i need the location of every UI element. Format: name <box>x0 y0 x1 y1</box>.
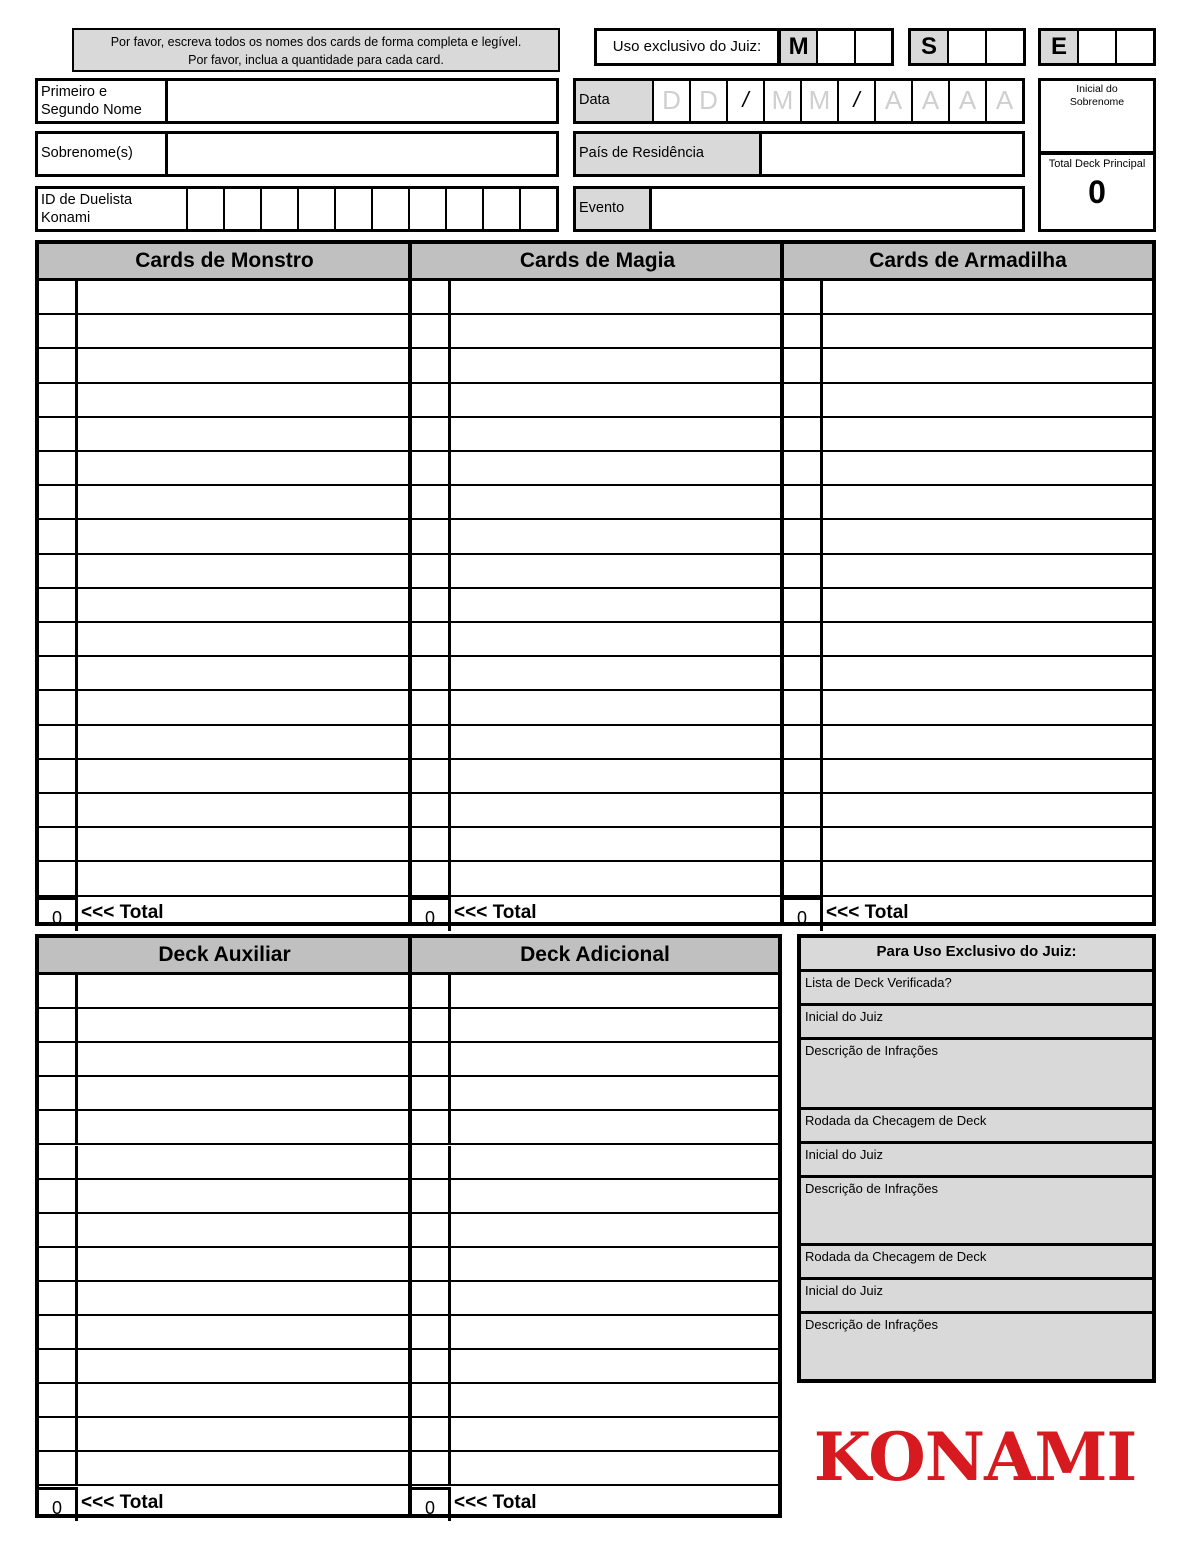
quantity-cell[interactable] <box>412 1214 451 1246</box>
card-entry-row[interactable] <box>39 1248 410 1282</box>
side-extra-table <box>35 934 782 1518</box>
total-label: <<< Total <box>826 901 909 923</box>
card-entry-row[interactable] <box>39 1282 410 1316</box>
card-entry-row[interactable] <box>39 486 410 520</box>
quantity-cell[interactable] <box>784 691 823 723</box>
quantity-cell[interactable] <box>784 315 823 347</box>
card-entry-row[interactable] <box>39 657 410 691</box>
card-entry-row[interactable] <box>412 1350 778 1384</box>
card-entry-row[interactable] <box>784 760 1152 794</box>
card-entry-row[interactable] <box>39 691 410 725</box>
total-value: 0 <box>412 1487 451 1521</box>
quantity-cell[interactable] <box>784 657 823 689</box>
infractions-label: Descrição de Infrações <box>805 1181 938 1196</box>
quantity-cell[interactable] <box>412 520 451 552</box>
quantity-cell[interactable] <box>412 828 451 860</box>
date-char: D <box>689 81 726 121</box>
card-entry-row[interactable] <box>39 281 410 315</box>
total-row <box>39 1487 410 1521</box>
card-entry-row[interactable] <box>39 862 410 896</box>
judge-box-s[interactable] <box>908 28 1026 66</box>
quantity-cell[interactable] <box>39 1111 78 1143</box>
date-char: A <box>948 81 985 121</box>
duelist-id-label-1: ID de Duelista <box>41 192 133 208</box>
deck-verified-field[interactable] <box>801 972 1152 1006</box>
quantity-cell[interactable] <box>784 623 823 655</box>
quantity-cell[interactable] <box>784 486 823 518</box>
card-entry-row[interactable] <box>412 794 783 828</box>
spell-section <box>412 244 783 928</box>
main-deck-total-box <box>1038 152 1156 232</box>
konami-logo-text: KONAMI <box>813 1418 1137 1496</box>
date-char: M <box>763 81 800 121</box>
judge-box-e[interactable] <box>1038 28 1156 66</box>
quantity-cell[interactable] <box>39 589 78 621</box>
quantity-cell[interactable] <box>39 657 78 689</box>
column-divider <box>408 938 412 1514</box>
judge-letter-m: M <box>781 31 816 63</box>
quantity-cell[interactable] <box>39 862 78 894</box>
column-divider <box>780 244 784 922</box>
id-digit[interactable] <box>445 189 482 229</box>
quantity-cell[interactable] <box>412 1077 451 1109</box>
infractions-label: Descrição de Infrações <box>805 1043 938 1058</box>
total-row <box>412 897 783 931</box>
quantity-cell[interactable] <box>412 1111 451 1143</box>
quantity-cell[interactable] <box>39 691 78 723</box>
quantity-cell[interactable] <box>412 384 451 416</box>
card-entry-row[interactable] <box>784 349 1152 383</box>
total-label: <<< Total <box>81 901 164 923</box>
judge-initial-label: Inicial do Juiz <box>805 1147 884 1162</box>
quantity-cell[interactable] <box>39 1146 78 1178</box>
date-slash: / <box>837 81 874 121</box>
card-entry-row[interactable] <box>412 1248 778 1282</box>
id-digit[interactable] <box>371 189 408 229</box>
quantity-cell[interactable] <box>784 418 823 450</box>
card-entry-row[interactable] <box>412 1316 778 1350</box>
deck-check-round-label: Rodada da Checagem de Deck <box>805 1249 987 1264</box>
quantity-cell[interactable] <box>412 862 451 894</box>
card-entry-row[interactable] <box>412 486 783 520</box>
card-entry-row[interactable] <box>39 520 410 554</box>
quantity-cell[interactable] <box>412 486 451 518</box>
konami-logo <box>800 1412 1150 1502</box>
quantity-cell[interactable] <box>784 452 823 484</box>
quantity-cell[interactable] <box>412 1248 451 1280</box>
card-entry-row[interactable] <box>39 1316 410 1350</box>
card-entry-row[interactable] <box>412 384 783 418</box>
quantity-cell[interactable] <box>39 281 78 313</box>
quantity-cell[interactable] <box>412 589 451 621</box>
total-label: <<< Total <box>454 901 537 923</box>
date-char: M <box>800 81 837 121</box>
trap-section <box>784 244 1152 928</box>
judge-letter-e: E <box>1041 31 1077 63</box>
card-entry-row[interactable] <box>784 657 1152 691</box>
quantity-cell[interactable] <box>412 315 451 347</box>
quantity-cell[interactable] <box>784 281 823 313</box>
quantity-cell[interactable] <box>412 1043 451 1075</box>
card-entry-row[interactable] <box>412 349 783 383</box>
card-entry-row[interactable] <box>412 520 783 554</box>
card-entry-row[interactable] <box>39 452 410 486</box>
quantity-cell[interactable] <box>39 760 78 792</box>
quantity-cell[interactable] <box>39 828 78 860</box>
total-row <box>784 897 1152 931</box>
card-entry-row[interactable] <box>39 349 410 383</box>
quantity-cell[interactable] <box>412 691 451 723</box>
country-label: País de Residência <box>579 145 704 161</box>
quantity-cell[interactable] <box>39 520 78 552</box>
judge-initial-label: Inicial do Juiz <box>805 1283 884 1298</box>
card-entry-row[interactable] <box>412 1146 778 1180</box>
card-entry-row[interactable] <box>39 760 410 794</box>
card-entry-row[interactable] <box>412 1043 778 1077</box>
quantity-cell[interactable] <box>39 1077 78 1109</box>
card-entry-row[interactable] <box>39 418 410 452</box>
card-entry-row[interactable] <box>39 384 410 418</box>
card-entry-row[interactable] <box>39 828 410 862</box>
card-entry-row[interactable] <box>412 1452 778 1486</box>
judge-initial-field-1[interactable] <box>801 1006 1152 1040</box>
id-digit[interactable] <box>260 189 297 229</box>
extra-deck-title: Deck Adicional <box>412 938 778 975</box>
total-label: <<< Total <box>81 1491 164 1513</box>
total-value: 0 <box>39 1487 78 1521</box>
quantity-cell[interactable] <box>39 1316 78 1348</box>
judge-initial-field-3[interactable] <box>801 1280 1152 1314</box>
card-entry-row[interactable] <box>784 486 1152 520</box>
quantity-cell[interactable] <box>784 794 823 826</box>
quantity-cell[interactable] <box>784 349 823 381</box>
card-entry-row[interactable] <box>412 555 783 589</box>
quantity-cell[interactable] <box>412 1282 451 1314</box>
card-entry-row[interactable] <box>412 862 783 896</box>
quantity-cell[interactable] <box>39 1248 78 1280</box>
quantity-cell[interactable] <box>412 349 451 381</box>
card-entry-row[interactable] <box>784 862 1152 896</box>
surname-initial-label-1: Inicial do <box>1076 83 1118 95</box>
quantity-cell[interactable] <box>784 589 823 621</box>
card-entry-row[interactable] <box>39 726 410 760</box>
deck-check-round-field-2[interactable] <box>801 1246 1152 1280</box>
infractions-field-3[interactable] <box>801 1314 1152 1379</box>
card-entry-row[interactable] <box>39 623 410 657</box>
quantity-cell[interactable] <box>784 726 823 758</box>
total-value: 0 <box>39 897 78 931</box>
judge-initial-label: Inicial do Juiz <box>805 1009 884 1024</box>
first-name-label-2: Segundo Nome <box>41 102 142 118</box>
card-entry-row[interactable] <box>412 623 783 657</box>
quantity-cell[interactable] <box>412 1009 451 1041</box>
card-entry-row[interactable] <box>412 1077 778 1111</box>
surname-initial-label-2: Sobrenome <box>1069 96 1125 108</box>
judge-use-label-box <box>594 28 780 66</box>
card-entry-row[interactable] <box>39 1077 410 1111</box>
card-entry-row[interactable] <box>412 281 783 315</box>
infractions-label: Descrição de Infrações <box>805 1317 938 1332</box>
card-entry-row[interactable] <box>39 1009 410 1043</box>
id-digit[interactable] <box>334 189 371 229</box>
judge-initial-field-2[interactable] <box>801 1144 1152 1178</box>
quantity-cell[interactable] <box>39 418 78 450</box>
quantity-cell[interactable] <box>784 862 823 894</box>
quantity-cell[interactable] <box>39 555 78 587</box>
card-entry-row[interactable] <box>784 589 1152 623</box>
card-entry-row[interactable] <box>412 975 778 1009</box>
quantity-cell[interactable] <box>412 1384 451 1416</box>
quantity-cell[interactable] <box>412 418 451 450</box>
quantity-cell[interactable] <box>412 794 451 826</box>
card-entry-row[interactable] <box>39 1452 410 1486</box>
card-entry-row[interactable] <box>412 691 783 725</box>
card-entry-row[interactable] <box>784 794 1152 828</box>
side-deck-section <box>39 938 410 1518</box>
date-slash: / <box>726 81 763 121</box>
quantity-cell[interactable] <box>412 1180 451 1212</box>
surname-label: Sobrenome(s) <box>41 145 133 161</box>
extra-deck-section <box>412 938 778 1518</box>
quantity-cell[interactable] <box>39 384 78 416</box>
trap-section-title: Cards de Armadilha <box>784 244 1152 281</box>
card-entry-row[interactable] <box>784 520 1152 554</box>
judge-panel <box>797 934 1156 1383</box>
id-digit[interactable] <box>482 189 519 229</box>
duelist-id-label-2: Konami <box>41 210 91 226</box>
judge-panel-title: Para Uso Exclusivo do Juiz: <box>801 938 1152 972</box>
card-entry-row[interactable] <box>412 1214 778 1248</box>
quantity-cell[interactable] <box>39 794 78 826</box>
card-entry-row[interactable] <box>784 691 1152 725</box>
surname-field[interactable] <box>35 131 559 177</box>
quantity-cell[interactable] <box>412 1418 451 1450</box>
deck-check-round-label: Rodada da Checagem de Deck <box>805 1113 987 1128</box>
total-row <box>412 1487 778 1521</box>
quantity-cell[interactable] <box>412 452 451 484</box>
quantity-cell[interactable] <box>412 975 451 1007</box>
card-entry-row[interactable] <box>39 1111 410 1145</box>
card-entry-row[interactable] <box>412 726 783 760</box>
card-entry-row[interactable] <box>39 1418 410 1452</box>
card-entry-row[interactable] <box>784 315 1152 349</box>
quantity-cell[interactable] <box>784 384 823 416</box>
event-label: Evento <box>579 200 625 216</box>
surname-initial-box[interactable] <box>1038 78 1156 154</box>
card-entry-row[interactable] <box>39 794 410 828</box>
card-entry-row[interactable] <box>412 1384 778 1418</box>
card-entry-row[interactable] <box>39 315 410 349</box>
side-deck-title: Deck Auxiliar <box>39 938 410 975</box>
judge-use-label: Uso exclusivo do Juiz: <box>612 38 762 55</box>
card-entry-row[interactable] <box>39 1214 410 1248</box>
quantity-cell[interactable] <box>412 726 451 758</box>
total-row <box>39 897 410 931</box>
first-name-label-1: Primeiro e <box>41 84 108 100</box>
instruction-box <box>72 28 560 72</box>
card-entry-row[interactable] <box>39 975 410 1009</box>
total-value: 0 <box>784 897 823 931</box>
quantity-cell[interactable] <box>412 281 451 313</box>
card-entry-row[interactable] <box>784 281 1152 315</box>
card-entry-row[interactable] <box>412 657 783 691</box>
card-entry-row[interactable] <box>412 1180 778 1214</box>
judge-letter-s: S <box>911 31 947 63</box>
date-char: D <box>652 81 689 121</box>
duelist-id-field[interactable] <box>35 186 559 232</box>
main-deck-total-label: Total Deck Principal <box>1048 158 1146 170</box>
card-entry-row[interactable] <box>39 1350 410 1384</box>
quantity-cell[interactable] <box>39 1384 78 1416</box>
quantity-cell[interactable] <box>412 555 451 587</box>
event-field[interactable] <box>573 186 1025 232</box>
infractions-field-1[interactable] <box>801 1040 1152 1110</box>
card-entry-row[interactable] <box>784 623 1152 657</box>
card-entry-row[interactable] <box>39 1043 410 1077</box>
card-entry-row[interactable] <box>784 452 1152 486</box>
quantity-cell[interactable] <box>39 349 78 381</box>
id-digit[interactable] <box>519 189 556 229</box>
card-entry-row[interactable] <box>784 555 1152 589</box>
total-label: <<< Total <box>454 1491 537 1513</box>
quantity-cell[interactable] <box>784 760 823 792</box>
date-field[interactable] <box>573 78 1025 124</box>
card-entry-row[interactable] <box>412 589 783 623</box>
date-label: Data <box>579 92 610 108</box>
quantity-cell[interactable] <box>784 828 823 860</box>
quantity-cell[interactable] <box>784 520 823 552</box>
card-entry-row[interactable] <box>412 760 783 794</box>
deck-verified-label: Lista de Deck Verificada? <box>805 975 952 990</box>
column-divider <box>408 244 412 922</box>
quantity-cell[interactable] <box>39 726 78 758</box>
quantity-cell[interactable] <box>412 657 451 689</box>
quantity-cell[interactable] <box>39 975 78 1007</box>
quantity-cell[interactable] <box>39 1214 78 1246</box>
card-entry-row[interactable] <box>39 1180 410 1214</box>
quantity-cell[interactable] <box>39 1180 78 1212</box>
quantity-cell[interactable] <box>412 1350 451 1382</box>
id-digit[interactable] <box>408 189 445 229</box>
deck-check-round-field-1[interactable] <box>801 1110 1152 1144</box>
main-deck-table <box>35 240 1156 926</box>
quantity-cell[interactable] <box>39 1452 78 1484</box>
instruction-line-1: Por favor, escreva todos os nomes dos cards de forma completa e legível. <box>110 35 522 49</box>
card-entry-row[interactable] <box>784 726 1152 760</box>
card-entry-row[interactable] <box>39 589 410 623</box>
quantity-cell[interactable] <box>39 315 78 347</box>
id-digit[interactable] <box>297 189 334 229</box>
card-entry-row[interactable] <box>784 418 1152 452</box>
card-entry-row[interactable] <box>39 1384 410 1418</box>
quantity-cell[interactable] <box>412 1316 451 1348</box>
card-entry-row[interactable] <box>39 1146 410 1180</box>
card-entry-row[interactable] <box>784 828 1152 862</box>
judge-box-m[interactable] <box>778 28 894 66</box>
country-field[interactable] <box>573 131 1025 177</box>
card-entry-row[interactable] <box>412 1009 778 1043</box>
quantity-cell[interactable] <box>784 555 823 587</box>
card-entry-row[interactable] <box>412 1282 778 1316</box>
quantity-cell[interactable] <box>412 623 451 655</box>
quantity-cell[interactable] <box>39 1043 78 1075</box>
card-entry-row[interactable] <box>412 452 783 486</box>
total-value: 0 <box>412 897 451 931</box>
card-entry-row[interactable] <box>39 555 410 589</box>
quantity-cell[interactable] <box>39 452 78 484</box>
quantity-cell[interactable] <box>412 1146 451 1178</box>
quantity-cell[interactable] <box>412 1452 451 1484</box>
date-char: A <box>911 81 948 121</box>
card-entry-row[interactable] <box>412 1111 778 1145</box>
quantity-cell[interactable] <box>39 1009 78 1041</box>
card-entry-row[interactable] <box>412 418 783 452</box>
card-entry-row[interactable] <box>412 1418 778 1452</box>
quantity-cell[interactable] <box>39 623 78 655</box>
card-entry-row[interactable] <box>412 828 783 862</box>
quantity-cell[interactable] <box>39 486 78 518</box>
id-digit[interactable] <box>186 189 223 229</box>
quantity-cell[interactable] <box>39 1282 78 1314</box>
date-char: A <box>985 81 1022 121</box>
infractions-field-2[interactable] <box>801 1178 1152 1246</box>
monster-section-title: Cards de Monstro <box>39 244 410 281</box>
quantity-cell[interactable] <box>39 1350 78 1382</box>
quantity-cell[interactable] <box>412 760 451 792</box>
spell-section-title: Cards de Magia <box>412 244 783 281</box>
id-digit[interactable] <box>223 189 260 229</box>
quantity-cell[interactable] <box>39 1418 78 1450</box>
instruction-line-2: Por favor, inclua a quantidade para cada card. <box>188 53 444 67</box>
monster-section <box>39 244 410 928</box>
first-name-field[interactable] <box>35 78 559 124</box>
main-deck-total-value: 0 <box>1088 174 1106 210</box>
card-entry-row[interactable] <box>412 315 783 349</box>
date-char: A <box>874 81 911 121</box>
card-entry-row[interactable] <box>784 384 1152 418</box>
